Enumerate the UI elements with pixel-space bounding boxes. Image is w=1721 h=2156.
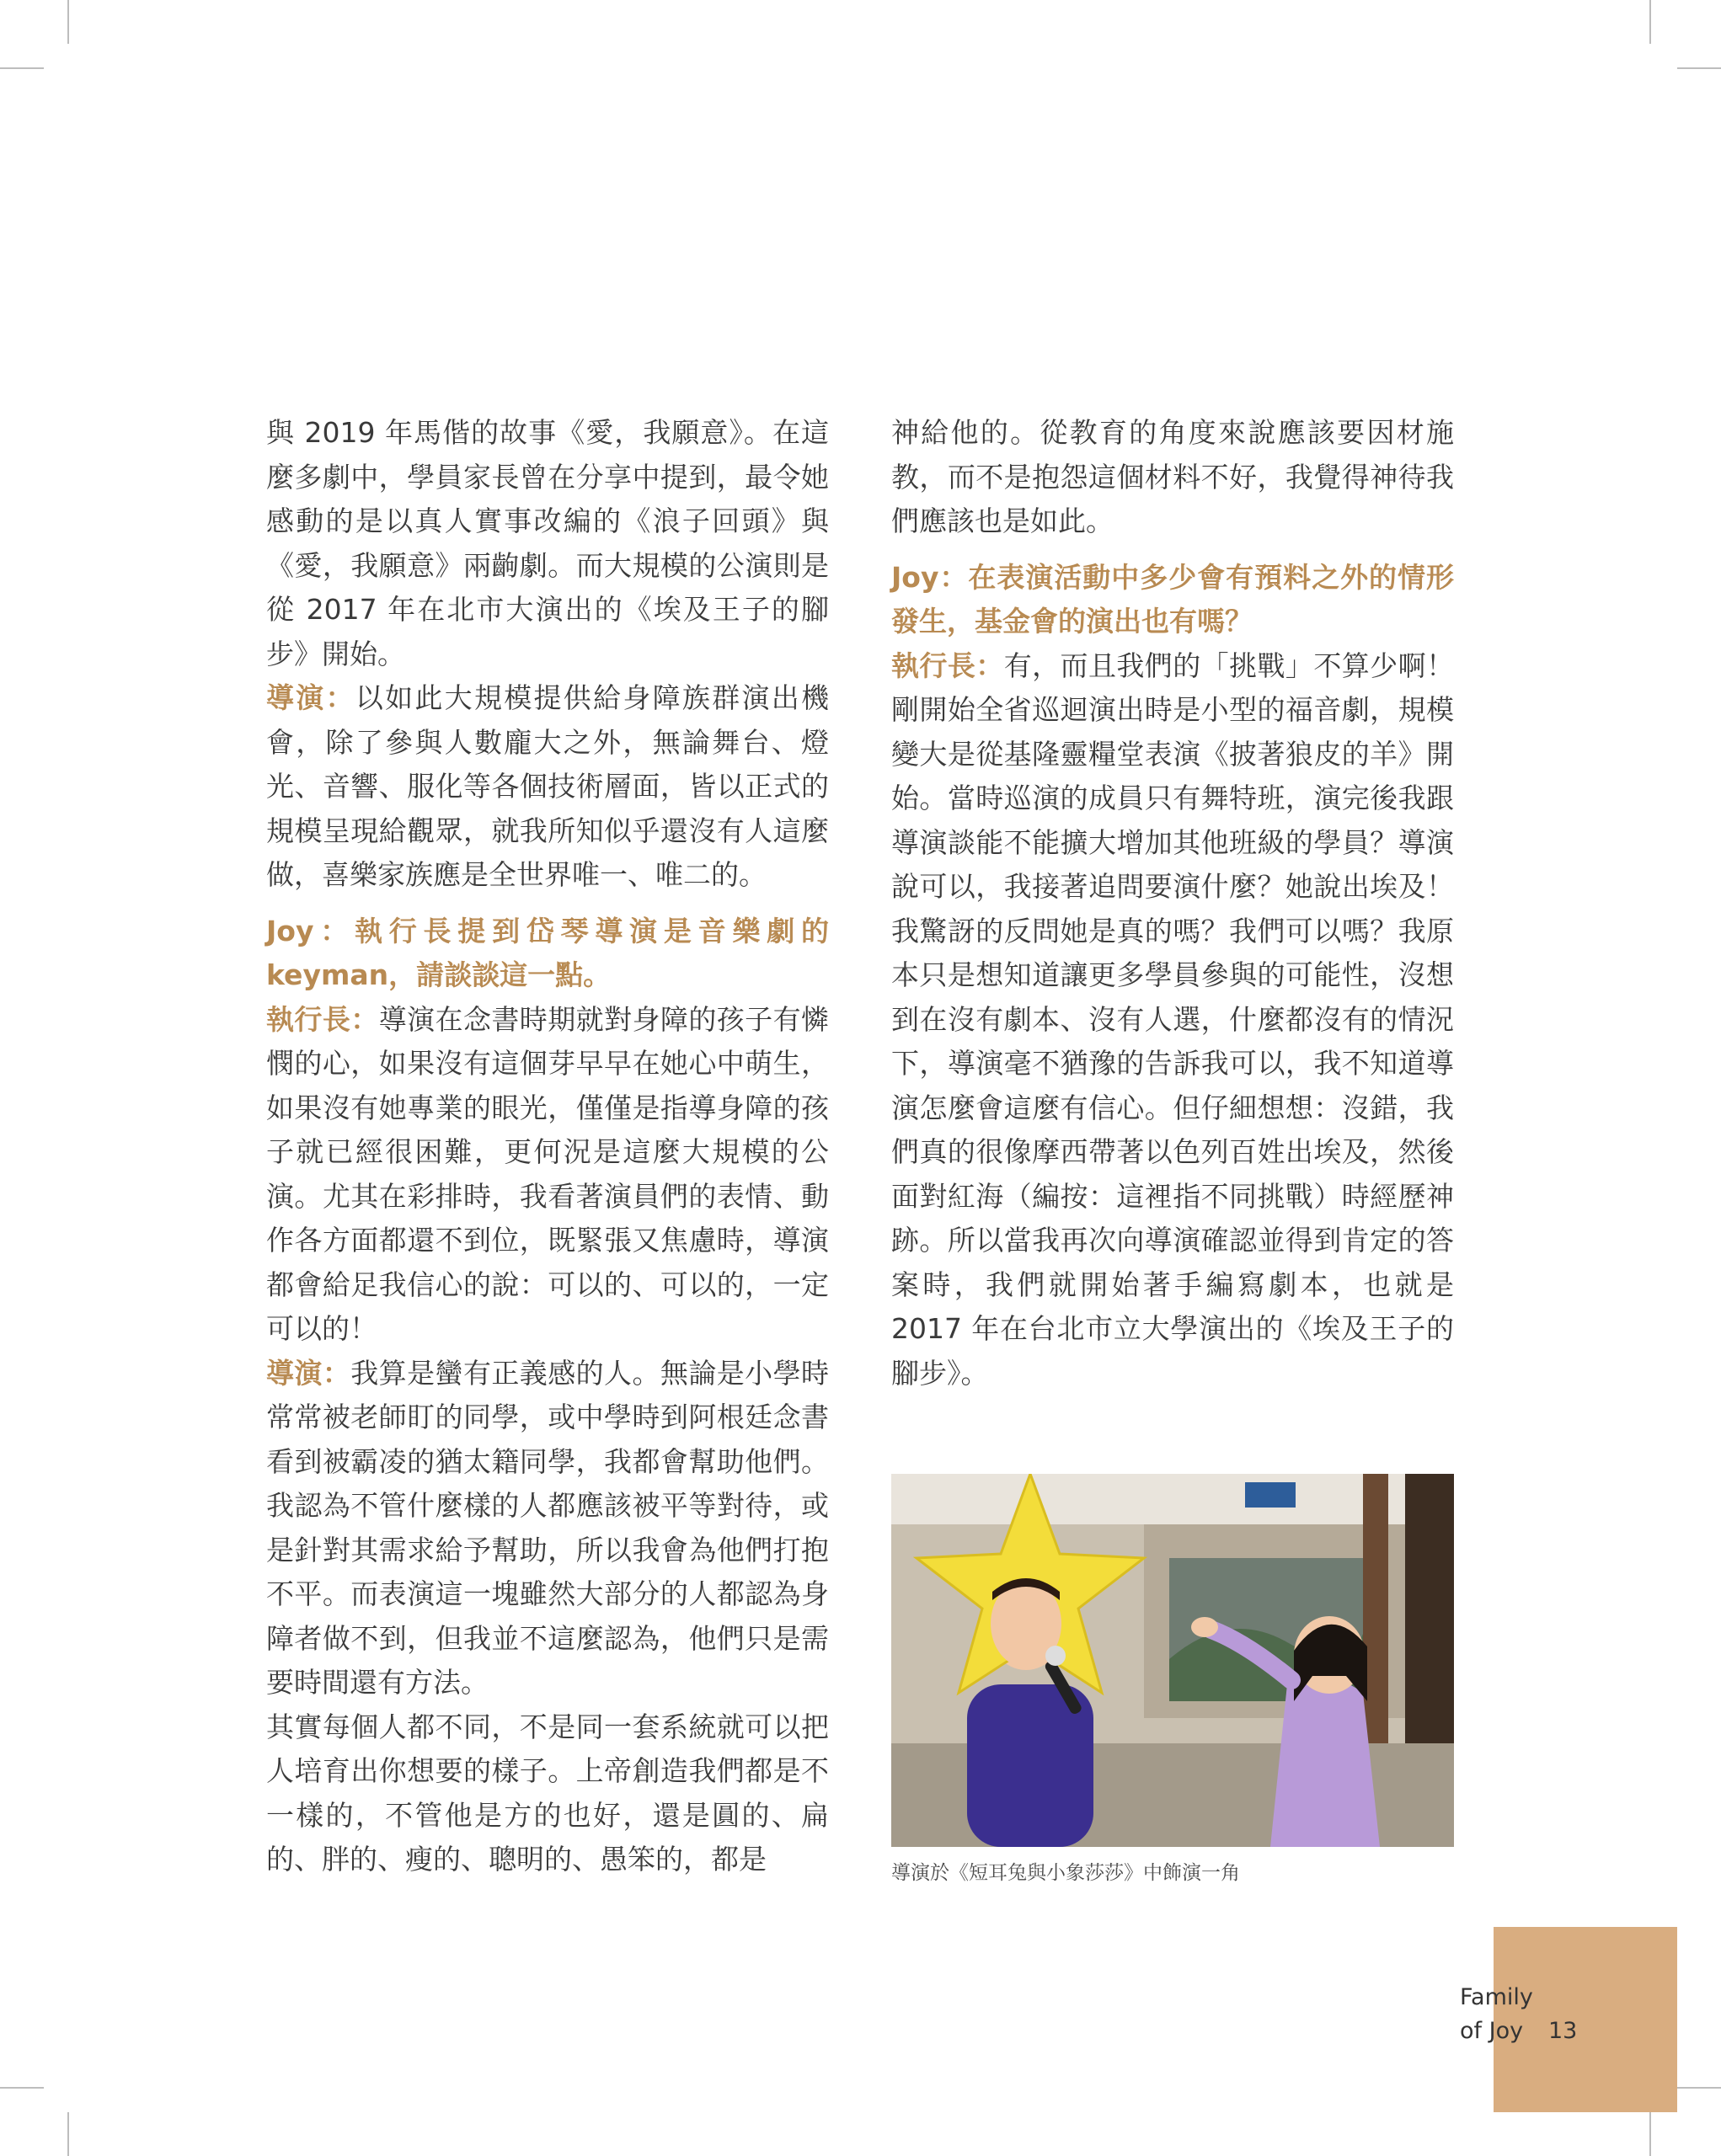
answer-paragraph [266,1352,829,1705]
answer-text: 我算是蠻有正義感的人。無論是小學時常常被老師盯的同學，或中學時到阿根廷念書看到被霸凌的猶太籍同學，我都會幫助他們。我認為不管什麼樣的人都應該被平等對待，或是針對其需求給予幫助，所以我會為他們打抱不平。而表演這一塊雖然大部分的人都認為身障者做不到，但我並不這麼認為，他們只是需要時間還有方法。 [266,1356,830,1699]
answer-paragraph [266,676,829,898]
question-heading: Joy：在表演活動中多少會有預料之外的情形發生，基金會的演出也有嗎？ [891,560,1454,638]
speaker-label: 執行長： [891,648,1004,682]
crop-mark [0,2087,44,2089]
crop-mark [67,0,69,44]
crop-mark [1677,2087,1721,2089]
paragraph: 神給他的。從教育的角度來說應該要因材施教，而不是抱怨這個材料不好，我覺得神待我們應該也是如此。 [891,416,1454,537]
crop-mark [0,67,44,69]
photo-illustration [891,1474,1454,1847]
speaker-label: 導演： [266,681,355,714]
paragraph: 與 2019 年馬偕的故事《愛，我願意》。在這麼多劇中，學員家長曾在分享中提到，最令她感動的是以真人實事改編的《浪子回頭》與《愛，我願意》兩齣劇。而大規模的公演則是從 2017 年在北市大演出的《埃及王子的腳步》開始。 [266,416,829,670]
answer-text: 導演在念書時期就對身障的孩子有憐憫的心，如果沒有這個芽早早在她心中萌生，如果沒有她專業的眼光，僅僅是指導身障的孩子就已經很困難，更何況是這麼大規模的公演。尤其在彩排時，我看著演員們的表情、動作各方面都還不到位，既緊張又焦慮時，導演都會給足我信心的說：可以的、可以的，一定可以的！ [266,1002,830,1345]
crop-mark [1649,2112,1651,2156]
answer-paragraph [266,998,829,1352]
crop-mark [1649,0,1651,44]
crop-mark [1677,67,1721,69]
page-number: 13 [1548,2018,1578,2044]
crop-mark [67,2112,69,2156]
left-column [266,411,829,1882]
paragraph: 其實每個人都不同，不是同一套系統就可以把人培育出你想要的樣子。上帝創造我們都是不一樣的，不管他是方的也好，還是圓的、扁的、胖的、瘦的、聰明的、愚笨的，都是 [266,1710,829,1876]
answer-paragraph [891,644,1454,1396]
performance-photo [891,1474,1454,1847]
photo-caption: 導演於《短耳兔與小象莎莎》中飾演一角 [891,1862,1240,1884]
brand-line2: of Joy [1460,2018,1524,2044]
speaker-label: 執行長： [266,1002,379,1036]
magazine-brand [1460,1981,1533,2048]
question-heading: Joy：執行長提到岱琴導演是音樂劇的keyman，請談談這一點。 [266,914,829,991]
right-column [891,411,1454,1396]
answer-text: 以如此大規模提供給身障族群演出機會，除了參與人數龐大之外，無論舞台、燈光、音響、服化等各個技術層面，皆以正式的規模呈現給觀眾，就我所知似乎還沒有人這麼做，喜樂家族應是全世界唯一、唯二的。 [266,681,830,891]
answer-text: 有，而且我們的「挑戰」不算少啊！剛開始全省巡迴演出時是小型的福音劇，規模變大是從基隆靈糧堂表演《披著狼皮的羊》開始。當時巡演的成員只有舞特班，演完後我跟導演談能不能擴大增加其他班級的學員？導演說可以，我接著追問要演什麼？她說出埃及！我驚訝的反問她是真的嗎？我們可以嗎？我原本只是想知道讓更多學員參與的可能性，沒想到在沒有劇本、沒有人選，什麼都沒有的情況下，導演毫不猶豫的告訴我可以，我不知道導演怎麼會這麼有信心。但仔細想想：沒錯，我們真的很像摩西帶著以色列百姓出埃及，然後面對紅海（編按：這裡指不同挑戰）時經歷神跡。所以當我再次向導演確認並得到肯定的答案時，我們就開始著手編寫劇本，也就是 2017 年在台北市立大學演出的《埃及王子的腳步》。 [891,648,1455,1390]
brand-line1: Family [1460,1984,1533,2010]
speaker-label: 導演： [266,1356,351,1390]
